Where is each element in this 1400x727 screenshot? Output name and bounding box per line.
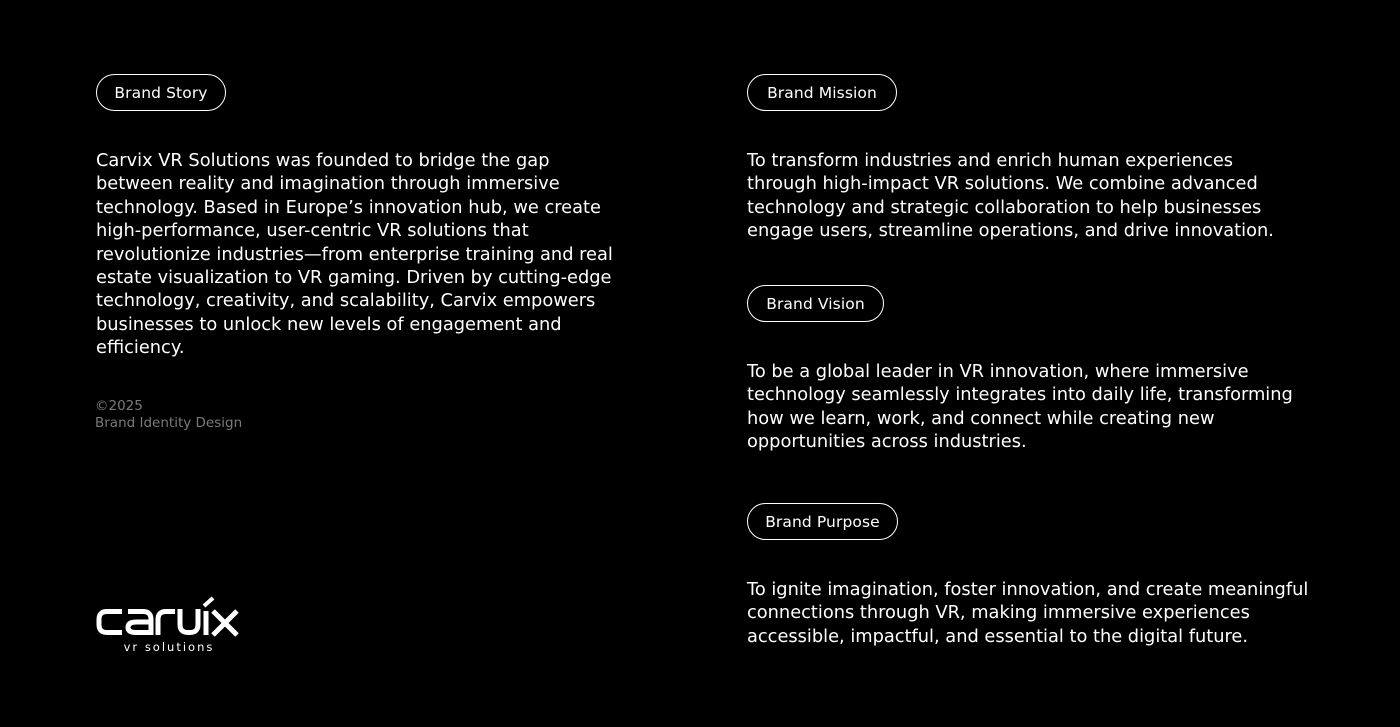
brand-story-text: Carvix VR Solutions was founded to bridge the gap between reality and imagination through immersive technology. Based in Europe’s innovation hub, we create high-performance, user-centric VR solutions that revolutionize industries—from enterprise training and real estate visualization to VR gaming. Driven by cutting-edge technology, creativity, and scalability, Carvix empowers businesses to unlock new levels of engagement and efficiency. <box>96 150 613 359</box>
brand-mission-text: To transform industries and enrich human experiences through high-impact VR solutions. We combine advanced technology and strategic collaboration to help businesses engage users, streamline operations, and drive innovation. <box>747 150 1274 242</box>
logo-tagline: vr solutions <box>123 640 215 654</box>
brand-purpose-tag: Brand Purpose <box>747 503 898 540</box>
brand-vision-tag: Brand Vision <box>747 285 884 322</box>
footer-copyright <box>95 398 242 432</box>
copyright-year: ©2025 <box>95 398 143 414</box>
carvix-logo <box>96 596 242 656</box>
brand-story-tag: Brand Story <box>96 74 226 111</box>
brand-purpose-text: To ignite imagination, foster innovation, and create meaningful connections through VR, making immersive experiences accessible, impactful, and essential to the digital future. <box>747 579 1309 647</box>
copyright-subtitle: Brand Identity Design <box>95 415 243 431</box>
carvix-logo-mark <box>96 596 242 656</box>
brand-vision-text: To be a global leader in VR innovation, where immersive technology seamlessly integrates into daily life, transforming how we learn, work, and connect while creating new opportunities across industries. <box>747 361 1293 453</box>
brand-mission-tag: Brand Mission <box>747 74 897 111</box>
